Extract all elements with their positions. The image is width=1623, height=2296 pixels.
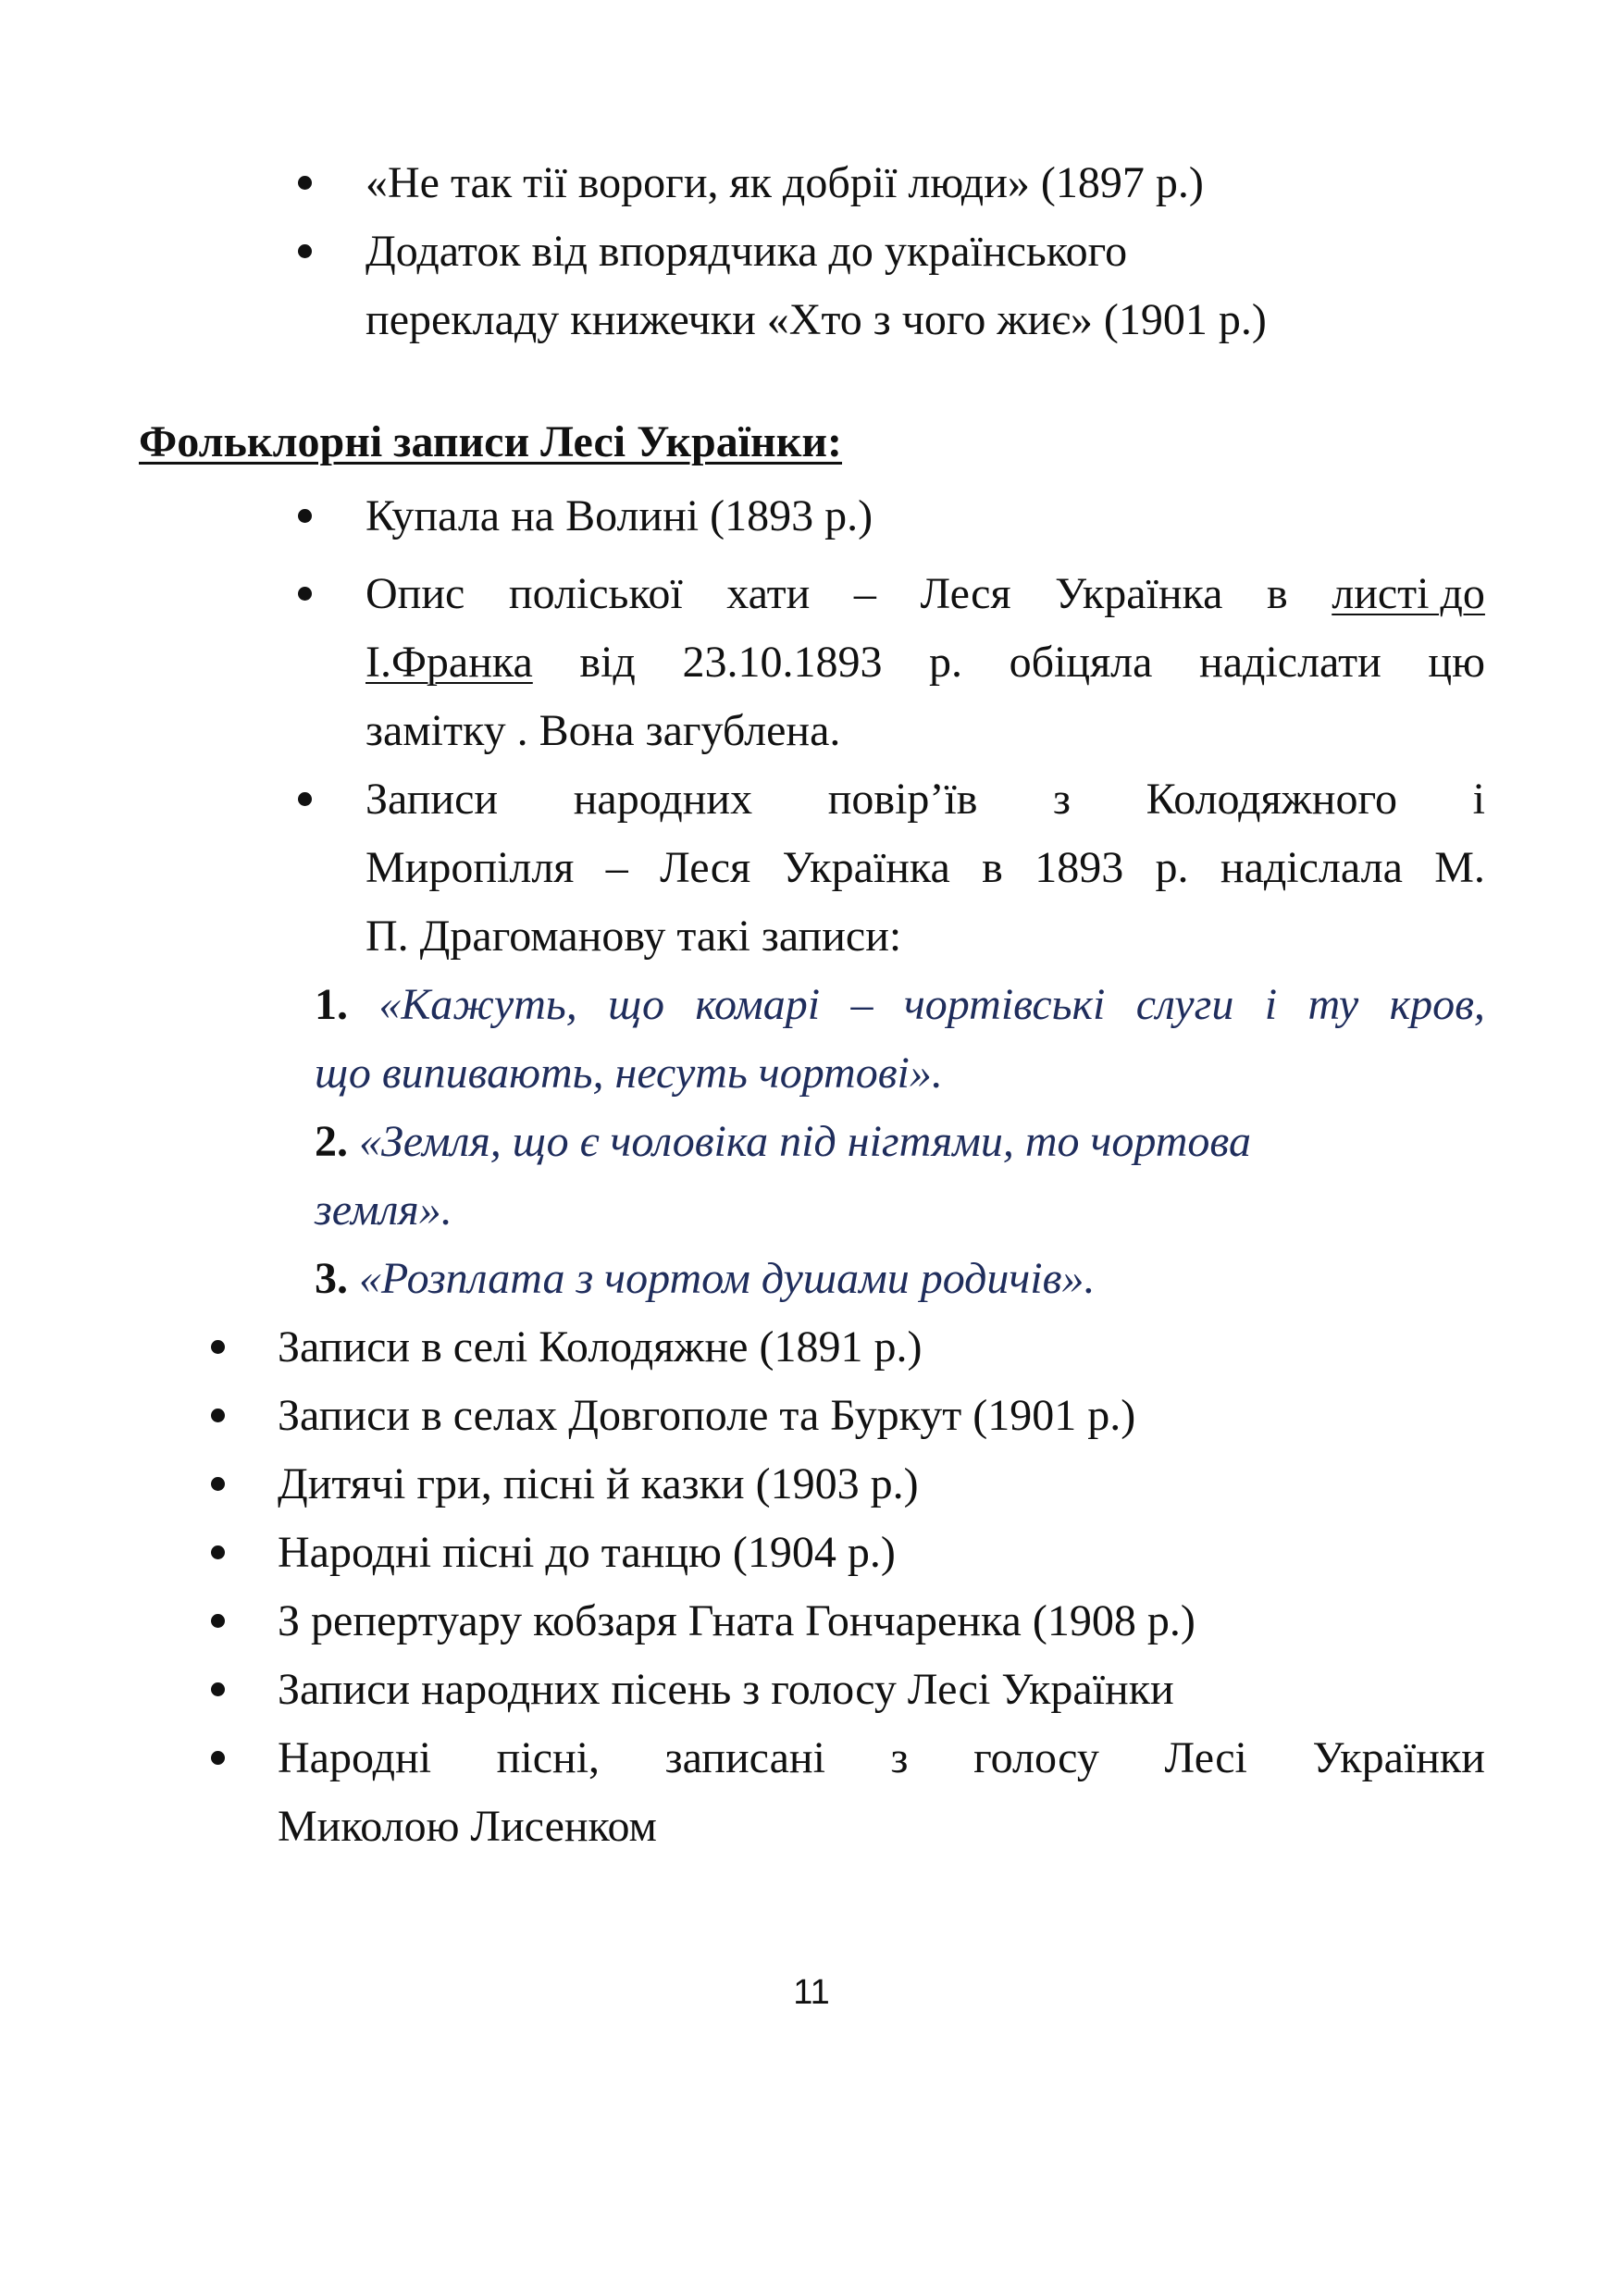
word: повір’їв	[827, 775, 978, 824]
list-item-line: замітку . Вона загублена.	[365, 706, 841, 755]
list-item: Дитячі гри, пісні й казки (1903 р.)	[278, 1459, 919, 1508]
bullet-icon	[211, 1477, 225, 1491]
word: цю	[1428, 638, 1485, 687]
quote-line: що випивають, несуть чортові».	[315, 1049, 943, 1098]
list-item-line	[365, 635, 1485, 690]
word: Колодяжного	[1146, 775, 1397, 824]
word: кров,	[1389, 980, 1485, 1029]
bullet-icon	[211, 1751, 225, 1765]
word: р.	[929, 638, 963, 687]
list-item: Народні пісні до танцю (1904 р.)	[278, 1528, 896, 1577]
bullet-icon	[211, 1682, 225, 1696]
word: в	[982, 843, 1003, 892]
word: що	[608, 980, 664, 1029]
word: ту	[1307, 980, 1359, 1029]
list-item: Записи в селах Довгополе та Буркут (1901 р.)	[278, 1391, 1136, 1440]
word: голосу	[973, 1733, 1099, 1782]
word: обіцяла	[1009, 638, 1153, 687]
word: «Кажуть,	[378, 980, 577, 1029]
word: комарі	[695, 980, 821, 1029]
word: –	[605, 843, 628, 892]
numbered-quote	[315, 977, 1485, 1033]
quote-number: 1.	[315, 980, 348, 1029]
letter-link[interactable]: І.Франка	[365, 638, 533, 687]
bullet-icon	[298, 587, 312, 601]
page-number: 11	[793, 1973, 830, 2012]
word: 23.10.1893	[682, 638, 883, 687]
word: з	[890, 1733, 909, 1782]
word: –	[853, 569, 876, 618]
list-item: «Не так тії вороги, як добрії люди» (1897 р.)	[365, 158, 1204, 207]
word: Українки	[1312, 1733, 1485, 1782]
word: Народні	[278, 1733, 432, 1782]
bullet-icon	[298, 509, 312, 523]
list-item-line	[278, 1731, 1485, 1786]
word: Леся	[660, 843, 751, 892]
quote-number: 3.	[315, 1254, 348, 1303]
word: чортівські	[903, 980, 1106, 1029]
numbered-quote	[315, 1114, 1251, 1170]
list-item-line	[365, 840, 1485, 896]
word: від	[579, 638, 636, 687]
bullet-icon	[211, 1409, 225, 1422]
quote-line: земля».	[315, 1185, 452, 1235]
quote-text: «Земля, що є чоловіка під нігтями, то чортова	[359, 1117, 1251, 1166]
word: слуги	[1135, 980, 1234, 1029]
word: 1893	[1035, 843, 1124, 892]
word: надіслати	[1199, 638, 1381, 687]
list-item-line	[365, 566, 1485, 622]
list-item-line: П. Драгоманову такі записи:	[365, 912, 902, 961]
word: Леся	[920, 569, 1011, 618]
word: з	[1053, 775, 1071, 824]
quote-number: 2.	[315, 1117, 348, 1166]
word: Українка	[1055, 569, 1223, 618]
bullet-icon	[211, 1614, 225, 1628]
word: Записи	[365, 775, 499, 824]
word: Опис	[365, 569, 465, 618]
word: хати	[726, 569, 811, 618]
list-item: Записи народних пісень з голосу Лесі Українки	[278, 1665, 1174, 1714]
word: Миропілля	[365, 843, 575, 892]
word: і	[1264, 980, 1278, 1029]
numbered-quote	[315, 1251, 1095, 1307]
word: Лесі	[1164, 1733, 1247, 1782]
letter-link[interactable]: листі до	[1332, 569, 1485, 618]
word: М.	[1434, 843, 1485, 892]
quote-text: «Розплата з чортом душами родичів».	[359, 1254, 1096, 1303]
list-item: Купала на Волині (1893 р.)	[365, 491, 873, 540]
list-item: Записи в селі Колодяжне (1891 р.)	[278, 1322, 923, 1371]
word: і	[1472, 775, 1485, 824]
word: народних	[573, 775, 753, 824]
word: надіслала	[1220, 843, 1403, 892]
word: записані	[664, 1733, 825, 1782]
bullet-icon	[211, 1340, 225, 1354]
word: в	[1267, 569, 1288, 618]
list-item-line: Миколою Лисенком	[278, 1802, 657, 1851]
bullet-icon	[298, 792, 312, 806]
bullet-icon	[298, 176, 312, 190]
bullet-icon	[298, 244, 312, 258]
word: –	[850, 980, 873, 1029]
word: поліської	[508, 569, 683, 618]
word: Українка	[782, 843, 950, 892]
list-item-line	[365, 772, 1485, 827]
list-item-continuation: перекладу книжечки «Хто з чого жиє» (1901 р.)	[365, 295, 1267, 344]
section-heading: Фольклорні записи Лесі Українки:	[139, 417, 843, 466]
bullet-icon	[211, 1545, 225, 1559]
list-item: З репертуару кобзаря Гната Гончаренка (1908 р.)	[278, 1596, 1196, 1645]
word: р.	[1155, 843, 1189, 892]
list-item: Додаток від впорядчика до українського	[365, 227, 1128, 276]
word: пісні,	[496, 1733, 601, 1782]
